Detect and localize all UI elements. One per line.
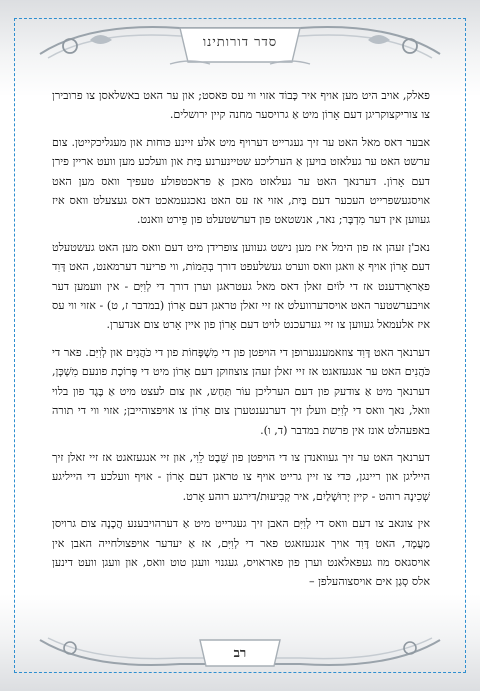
paragraph-5: דערנאך האט ער זיך געוואנדן צו די הויפטן פון שֵׁבֶט לֵוִי, און זיי אנגעזאגט אז זיי זאלן זיך הייליגן און ריינגן, כּדי צו זיין גרייט אויף צו טראגן דעם אָרוֹן - אויף וועלכע די הייליגע שְׁכִינָה רוהט - קיין יְרוּשָׁלַיִם, איר קְבִיעוּת/דירגע רוהע אָרט. — [52, 450, 430, 503]
running-header-title: סדר דורותינו — [202, 35, 278, 50]
paragraph-4: דערנאך האט דָּוִד צוזאמענגערופן די הויפטן פון די מִשְׁפָּחוֹת פון די כֹּהֲנִים און לְוִיִּם. פאר די כֹּהֲנִים האט ער אנגעזאגט אז זיי זאלן זעהן צוצוזוקן דעם אָרוֹן מיט די פָּרוֹכֶת פונעם מִשְׁכָּן, דערנאך מיט אַ צודעק פון דעם הערליכן עוֹר תַּחַש, און צום לעצט מיט אַ בֶּגֶד פון בלוי וואל, נאך וואס די לְוִיִּם וועלן זיך דערנענטערן צום אָרוֹן צו אויפצוהייבן; אזוי ווי די תורה באפעהלט אונז אין פרשת במדבר (ד, ו). — [52, 345, 430, 437]
paragraph-3: נאכ'ן זעהן אז פון הימל איז מען נישט געווען צופרידן מיט דעם וואס מען האט געשטעלט דעם אָרוֹן אויף אַ וואגן וואס ווערט געשלעפט דורך בְּהֵמוֹת, ווי פריער דערמאנט, האט דָּוִד פאַראָרדענט אז די לוֹיִם זאלן דאס מאל געטראגן וערן דורך די לְוִיִּם - אין וועמען דער אויבערשטער האט אויסדערוועלט אז זיי זאלן טראגן דעם אָרוֹן (במדבר ז, ט) - אזוי ווי עס איז אלעמאל געווען צו זיי גערעכנט לויט דעם אָרוֹן פון איין אָרט צום אנדערן. — [52, 240, 430, 332]
paragraph-6: אין צוגאב צו דעם וואס די לְוִיִּם האבן זיך געגרייט מיט אַ דערהויבענע הֲכָנָה צום גרויסן מַעֲמָד, האט דָּוִד אויך אנגעזאגט פאר די לְוִיִּם, אז אַ יעדער אויפצולחייה האבן אין אויסגאס מוז געפאלאנט וערן פון פאראויס, געגנוי וועגן טוט וואס, און וועגן וועט דינען אלס סְגַן אים אויסצוהעלפן – — [52, 517, 430, 589]
paragraph-1: פאלק, אויב היט מען אויף איר כָּבוֹד אזוי ווי עס פאסט; און ער האט באשלאסן צו פרובירן צו צוריקצוקריגן דעם אָרוֹן מיט אַ גרויסער מחנה קיין ירושלים. — [52, 89, 430, 122]
main-text-column — [52, 86, 430, 600]
page-number: רב — [233, 646, 247, 661]
paragraph-2: אבער דאס מאל האט ער זיך געגרייט דערויף מיט אלע זיינע כּוחות און מעגליכקייטן. צום ערשט האט ער געלאזט בויען אַ הערליכע שטיינערנע בַּיִת און וועלכע מען וועט אריין פירן דעם אָרוֹן. דערנאך האט ער געלאזט מאכן אַ פראכטפולע טעפיך וואס מען האט אויסגעשפרייט העכער דעם בַּיִת, אזוי אז עס האט נאכגעמאכט דאס געצעלט וואס איז געווען אין דער מִדְבָּר; נאר, אנשטאט פון דערשטעלט פון פֵירט וואנט. — [52, 135, 430, 227]
